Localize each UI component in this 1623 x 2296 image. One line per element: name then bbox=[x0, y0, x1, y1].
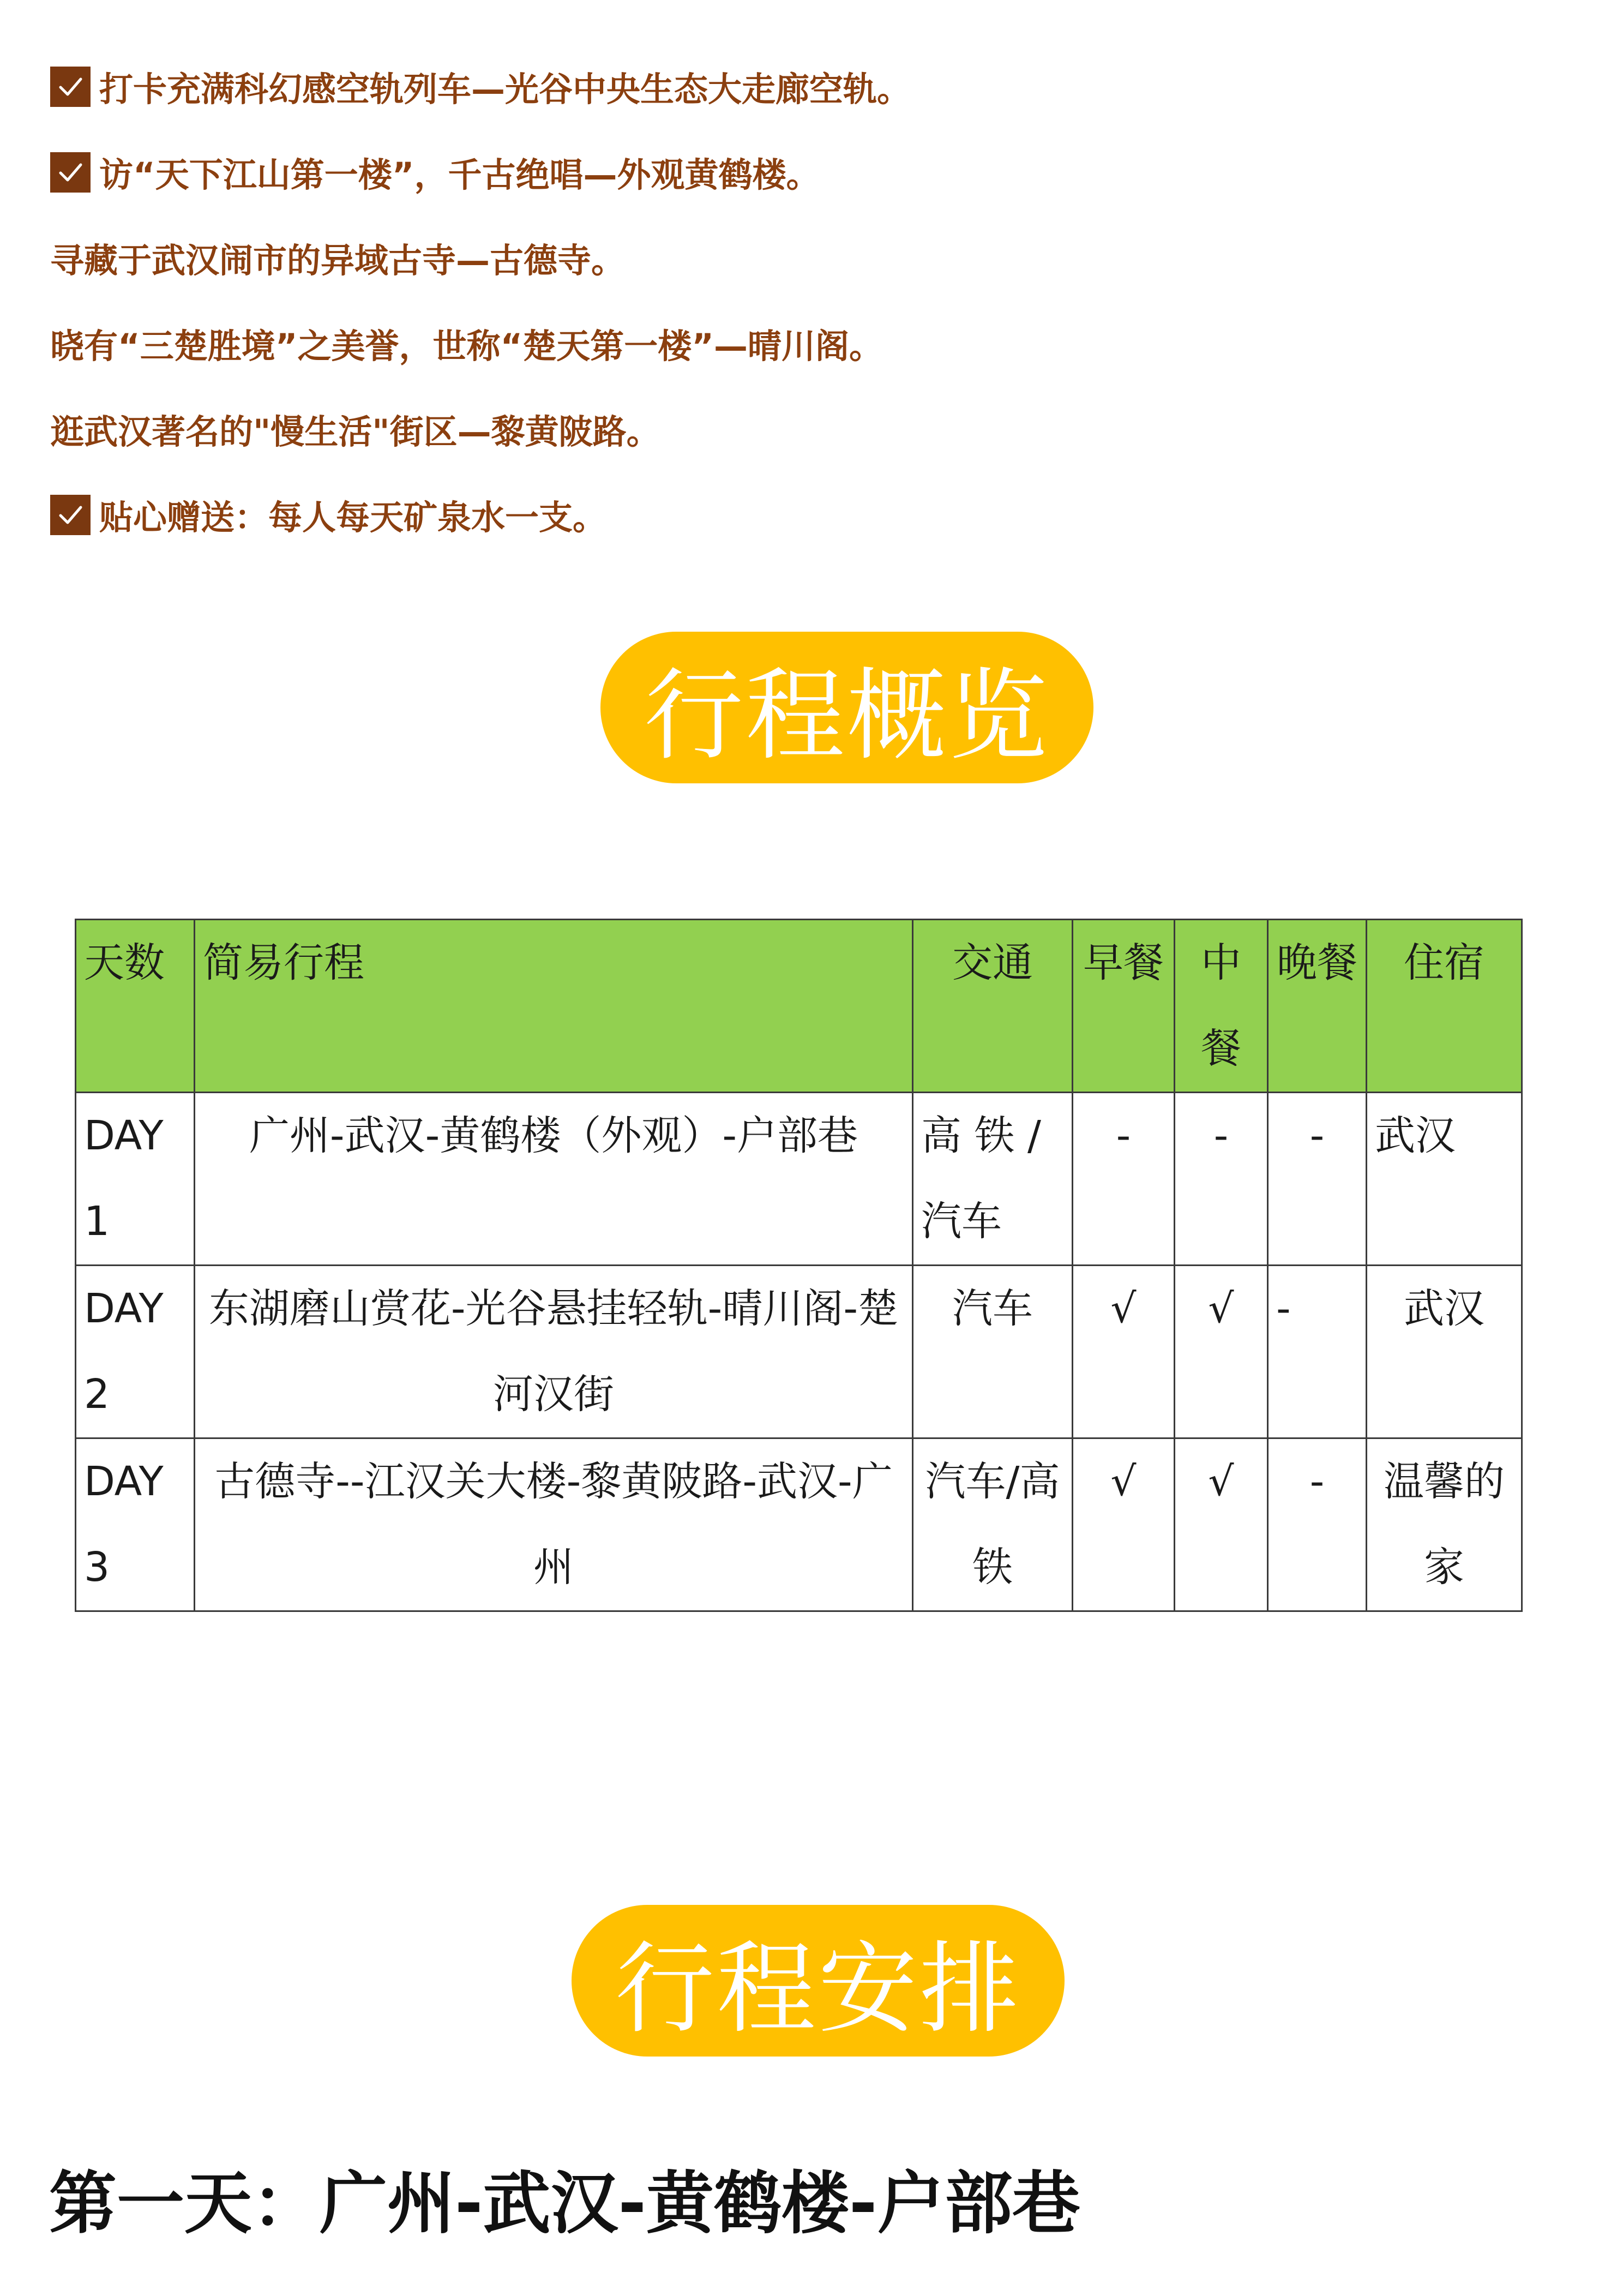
cell-dinner: - bbox=[1268, 1438, 1367, 1611]
header-breakfast: 早餐 bbox=[1073, 920, 1175, 1093]
cell-dinner: - bbox=[1268, 1266, 1367, 1438]
checkmark-icon bbox=[50, 495, 91, 535]
cell-route: 东湖磨山赏花-光谷悬挂轻轨-晴川阁-楚河汉街 bbox=[195, 1266, 913, 1438]
highlight-text: 晓有“三楚胜境”之美誉，世称“楚天第一楼”—晴川阁。 bbox=[50, 326, 883, 366]
cell-hotel: 温馨的家 bbox=[1367, 1438, 1522, 1611]
cell-breakfast: - bbox=[1073, 1093, 1175, 1266]
cell-route: 古德寺--江汉关大楼-黎黄陂路-武汉-广州 bbox=[195, 1438, 913, 1611]
header-hotel: 住宿 bbox=[1367, 920, 1522, 1093]
highlight-item bbox=[50, 44, 1468, 129]
table-row bbox=[76, 1266, 1522, 1438]
table-row bbox=[76, 1093, 1522, 1266]
highlight-text: 寻藏于武汉闹市的异域古寺—古德寺。 bbox=[50, 241, 626, 280]
cell-hotel: 武汉 bbox=[1367, 1093, 1522, 1266]
cell-lunch: √ bbox=[1175, 1266, 1268, 1438]
highlight-text: 贴心赠送：每人每天矿泉水一支。 bbox=[99, 497, 607, 537]
cell-day: DAY1 bbox=[76, 1093, 195, 1266]
header-transport: 交通 bbox=[913, 920, 1073, 1093]
header-dinner: 晚餐 bbox=[1268, 920, 1367, 1093]
checkmark-icon bbox=[50, 67, 91, 107]
table-row bbox=[76, 1438, 1522, 1611]
cell-transport: 汽车/高铁 bbox=[913, 1438, 1073, 1611]
overview-section-title: 行程概览 bbox=[600, 632, 1093, 783]
highlight-item bbox=[50, 386, 1468, 472]
cell-transport: 高 铁 / 汽车 bbox=[913, 1093, 1073, 1266]
cell-breakfast: √ bbox=[1073, 1266, 1175, 1438]
highlights-list bbox=[50, 44, 1468, 557]
schedule-section-title: 行程安排 bbox=[572, 1905, 1065, 2057]
highlight-item bbox=[50, 301, 1468, 386]
header-route: 简易行程 bbox=[195, 920, 913, 1093]
cell-hotel: 武汉 bbox=[1367, 1266, 1522, 1438]
itinerary-table bbox=[75, 919, 1523, 1612]
highlight-item bbox=[50, 472, 1468, 557]
header-day: 天数 bbox=[76, 920, 195, 1093]
cell-lunch: - bbox=[1175, 1093, 1268, 1266]
cell-dinner: - bbox=[1268, 1093, 1367, 1266]
highlight-text: 逛武汉著名的"慢生活"街区—黎黄陂路。 bbox=[50, 412, 660, 452]
cell-lunch: √ bbox=[1175, 1438, 1268, 1611]
highlight-text: 访“天下江山第一楼”，千古绝唱—外观黄鹤楼。 bbox=[99, 155, 820, 195]
table-header-row bbox=[76, 920, 1522, 1093]
checkmark-icon bbox=[50, 152, 91, 193]
cell-breakfast: √ bbox=[1073, 1438, 1175, 1611]
cell-day: DAY3 bbox=[76, 1438, 195, 1611]
highlight-item bbox=[50, 215, 1468, 301]
cell-day: DAY2 bbox=[76, 1266, 195, 1438]
header-lunch: 中餐 bbox=[1175, 920, 1268, 1093]
cell-transport: 汽车 bbox=[913, 1266, 1073, 1438]
highlight-item bbox=[50, 129, 1468, 215]
day-one-heading: 第一天：广州-武汉-黄鹤楼-户部巷 bbox=[49, 2165, 1080, 2243]
cell-route: 广州-武汉-黄鹤楼（外观）-户部巷 bbox=[195, 1093, 913, 1266]
highlight-text: 打卡充满科幻感空轨列车—光谷中央生态大走廊空轨。 bbox=[99, 69, 911, 109]
